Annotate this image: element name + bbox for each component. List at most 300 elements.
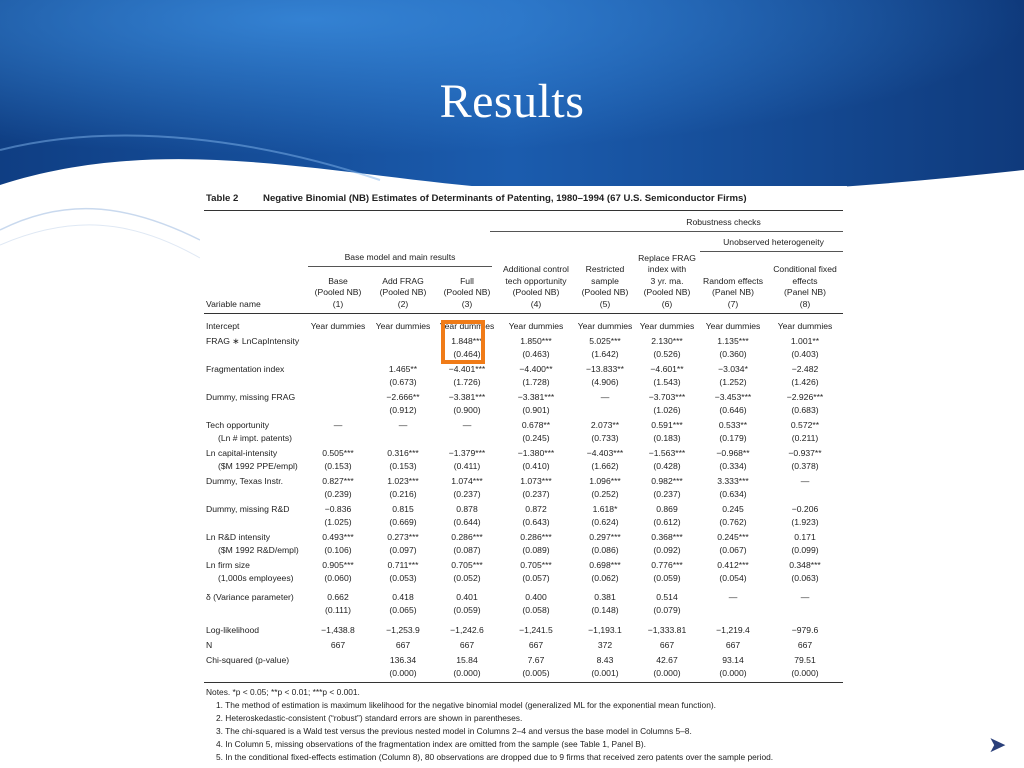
table-cell xyxy=(498,639,574,652)
column-header-line: (8) xyxy=(799,298,811,309)
cell-estimate: 0.514 xyxy=(656,592,678,602)
variable-name xyxy=(206,391,295,404)
cell-estimate: −0.937** xyxy=(788,448,822,458)
cell-estimate: −3.381*** xyxy=(517,392,555,402)
cell-estimate: −4.400** xyxy=(519,364,553,374)
table-cell xyxy=(768,503,842,529)
cell-estimate: −1,241.5 xyxy=(519,625,553,635)
table-cell xyxy=(768,363,842,389)
cell-std-error: (0.673) xyxy=(389,377,417,387)
cell-std-error: (0.211) xyxy=(791,433,819,443)
column-header-line: index with xyxy=(647,264,687,274)
cell-std-error: (0.252) xyxy=(591,489,619,499)
cell-estimate: −1,333.81 xyxy=(647,625,687,635)
table-cell xyxy=(636,503,698,529)
cell-estimate: 0.705*** xyxy=(520,560,552,570)
cell-estimate: 0.505*** xyxy=(322,448,354,458)
table-cell xyxy=(636,320,698,333)
cell-estimate: 1.096*** xyxy=(589,476,621,486)
table-cell xyxy=(498,447,574,473)
table-note: 4. In Column 5, missing observations of the fragmentation index are omitted from the sample (see Table 1, Panel B). xyxy=(216,739,646,749)
cell-std-error: (0.183) xyxy=(653,433,681,443)
cell-estimate: 1.023*** xyxy=(387,476,419,486)
table-cell xyxy=(636,419,698,445)
cell-std-error: (1.728) xyxy=(522,377,550,387)
table-cell xyxy=(636,654,698,680)
cell-estimate: 0.245*** xyxy=(717,532,749,542)
variable-name xyxy=(206,591,294,604)
table-cell xyxy=(698,363,768,389)
table-cell xyxy=(698,591,768,604)
cell-std-error: (0.087) xyxy=(453,545,481,555)
cell-estimate: 0.381 xyxy=(594,592,616,602)
cell-estimate: 0.678** xyxy=(521,420,551,430)
column-header-8 xyxy=(768,264,842,310)
column-header-line: (7) xyxy=(727,298,739,309)
cell-std-error: (1.252) xyxy=(719,377,747,387)
variable-name-line: Intercept xyxy=(206,321,240,331)
cell-std-error: (0.378) xyxy=(791,461,819,471)
cell-estimate: −1,193.1 xyxy=(588,625,622,635)
table-cell xyxy=(306,639,370,652)
cell-std-error: (0.097) xyxy=(389,545,417,555)
cell-std-error: (0.062) xyxy=(591,573,619,583)
table-cell xyxy=(698,391,768,417)
table-cell xyxy=(636,531,698,557)
top-rule xyxy=(204,210,843,211)
cell-std-error: (0.643) xyxy=(522,517,550,527)
table-cell xyxy=(574,591,636,617)
table-cell xyxy=(768,320,842,333)
variable-name xyxy=(206,639,212,652)
cell-estimate: 0.533** xyxy=(718,420,748,430)
cell-estimate: 0.286*** xyxy=(451,532,483,542)
table-cell xyxy=(306,447,370,473)
column-header-3 xyxy=(436,276,498,311)
variable-name-line: ($M 1992 PPE/empl) xyxy=(218,461,298,471)
column-header-line: (Pooled NB) xyxy=(643,287,691,297)
cell-std-error: (0.624) xyxy=(591,517,619,527)
cell-std-error: (0.086) xyxy=(591,545,619,555)
cell-estimate: 0.493*** xyxy=(322,532,354,542)
cell-std-error: (0.900) xyxy=(453,405,481,415)
table-cell xyxy=(306,320,370,333)
cell-estimate: −3.453*** xyxy=(714,392,752,402)
table-note: 1. The method of estimation is maximum likelihood for the negative binomial model (generalized ML for the exponential mean function). xyxy=(216,700,716,710)
table-cell xyxy=(306,591,370,617)
cell-std-error: (1.923) xyxy=(791,517,819,527)
column-header-line: (4) xyxy=(530,298,542,309)
column-header-line: (Pooled NB) xyxy=(314,287,362,297)
table-cell xyxy=(498,391,574,417)
table-cell xyxy=(768,419,842,445)
column-header-line: (Pooled NB) xyxy=(581,287,629,297)
cell-estimate: 0.171 xyxy=(794,532,816,542)
cell-estimate: −979.6 xyxy=(791,625,819,635)
column-header-line: 3 yr. ma. xyxy=(650,275,684,286)
table-cell xyxy=(436,447,498,473)
cell-estimate: 0.878 xyxy=(456,504,478,514)
cell-std-error: (0.237) xyxy=(453,489,481,499)
table-cell xyxy=(636,391,698,417)
table-cell xyxy=(768,335,842,361)
column-header-line: Base xyxy=(328,275,348,286)
table-cell xyxy=(768,391,842,417)
cell-estimate: −1,253.9 xyxy=(386,625,420,635)
variable-name-line: Tech opportunity xyxy=(206,420,270,430)
variable-name xyxy=(206,503,289,516)
table-cell xyxy=(498,363,574,389)
cell-estimate: 667 xyxy=(395,640,411,650)
table-cell xyxy=(698,447,768,473)
cell-std-error: (4.906) xyxy=(591,377,619,387)
table-cell xyxy=(436,503,498,529)
cell-std-error: (0.052) xyxy=(453,573,481,583)
table-cell xyxy=(306,559,370,585)
table-cell xyxy=(768,654,842,680)
table-cell xyxy=(498,419,574,445)
cell-std-error: (0.245) xyxy=(522,433,550,443)
table-cell xyxy=(498,559,574,585)
cell-std-error: (0.334) xyxy=(719,461,747,471)
base-model-underline xyxy=(308,266,492,267)
table-title: Negative Binomial (NB) Estimates of Determinants of Patenting, 1980–1994 (67 U.S. Semiconductor Firms) xyxy=(263,193,747,204)
table-cell xyxy=(498,654,574,680)
cell-estimate: −1.379*** xyxy=(448,448,486,458)
table-cell xyxy=(370,639,436,652)
cell-estimate: 0.572** xyxy=(790,420,820,430)
cell-estimate: 667 xyxy=(459,640,475,650)
cell-estimate: −0.206 xyxy=(791,504,819,514)
cell-std-error: (0.000) xyxy=(653,668,681,678)
column-header-line: (5) xyxy=(599,298,611,309)
group-unobserved-heterogeneity: Unobserved heterogeneity xyxy=(723,237,824,247)
cell-std-error: (0.057) xyxy=(522,573,550,583)
robustness-underline xyxy=(490,231,843,232)
cell-estimate: — xyxy=(800,592,810,602)
cell-estimate: Year dummies xyxy=(777,321,833,331)
cell-estimate: 1.135*** xyxy=(717,336,749,346)
cell-estimate: 1.074*** xyxy=(451,476,483,486)
table-note: 5. In the conditional fixed-effects estimation (Column 8), 80 observations are dropped due to 9 firms that received zero patents over the sample period. xyxy=(216,752,774,762)
cell-estimate: 0.662 xyxy=(327,592,349,602)
highlight-box xyxy=(441,320,485,364)
table-cell xyxy=(306,503,370,529)
cell-estimate: 0.827*** xyxy=(322,476,354,486)
cell-estimate: 3.333*** xyxy=(717,476,749,486)
table-cell xyxy=(436,531,498,557)
table-cell xyxy=(370,447,436,473)
cell-std-error: (0.360) xyxy=(719,349,747,359)
table-cell xyxy=(768,475,842,488)
variable-name-line: Ln capital-intensity xyxy=(206,448,278,458)
column-header-line: (6) xyxy=(661,298,673,309)
column-header-line: Add FRAG xyxy=(382,275,424,286)
column-header-line: Additional control xyxy=(503,264,569,274)
cell-estimate: — xyxy=(728,592,738,602)
cell-estimate: 667 xyxy=(659,640,675,650)
table-cell xyxy=(498,591,574,617)
table-cell xyxy=(574,419,636,445)
cell-std-error: (0.464) xyxy=(453,349,481,359)
column-header-line: (2) xyxy=(397,298,409,309)
column-header-line: (Panel NB) xyxy=(711,287,755,297)
variable-name-line: N xyxy=(206,640,213,650)
table-cell xyxy=(436,391,498,417)
cell-std-error: (1.025) xyxy=(324,517,352,527)
group-robustness-checks: Robustness checks xyxy=(686,217,761,227)
variable-name-line: FRAG ∗ LnCapIntensity xyxy=(206,336,300,346)
arrow-icon: ➤ xyxy=(988,732,1007,757)
cell-estimate: 1.073*** xyxy=(520,476,552,486)
table-caption xyxy=(206,193,841,204)
cell-estimate: 0.401 xyxy=(456,592,478,602)
cell-estimate: 93.14 xyxy=(722,655,744,665)
table-cell xyxy=(698,335,768,361)
cell-estimate: 0.869 xyxy=(656,504,678,514)
table-note: 3. The chi-squared is a Wald test versus the previous nested model in Columns 2–4 and versus the base model in Columns 5–8. xyxy=(216,726,692,736)
cell-std-error: (0.060) xyxy=(324,573,352,583)
cell-estimate: 0.400 xyxy=(525,592,547,602)
header-rule xyxy=(204,313,843,314)
variable-name-line: (Ln # impt. patents) xyxy=(218,433,293,443)
cell-estimate: Year dummies xyxy=(508,321,564,331)
table-cell xyxy=(768,447,842,473)
cell-estimate: 667 xyxy=(725,640,741,650)
column-header-line: tech opportunity xyxy=(505,275,567,286)
table-cell xyxy=(698,654,768,680)
cell-std-error: (0.054) xyxy=(719,573,747,583)
column-header-line: (Pooled NB) xyxy=(379,287,427,297)
column-header-line: (Panel NB) xyxy=(783,287,827,297)
variable-name-line: Ln R&D intensity xyxy=(206,532,271,542)
variable-name-line: Dummy, Texas Instr. xyxy=(206,476,284,486)
table-cell xyxy=(370,654,436,680)
table-cell xyxy=(768,591,842,604)
column-header-line: Conditional fixed xyxy=(773,264,837,274)
cell-estimate: 42.67 xyxy=(656,655,678,665)
column-header-7 xyxy=(698,276,768,311)
cell-estimate: — xyxy=(333,420,343,430)
column-header-line: Random effects xyxy=(702,275,764,286)
cell-estimate: 2.073** xyxy=(590,420,620,430)
cell-estimate: Year dummies xyxy=(375,321,431,331)
cell-std-error: (0.111) xyxy=(325,605,351,615)
table-cell xyxy=(698,559,768,585)
variable-name-line: (1,000s employees) xyxy=(218,573,294,583)
table-cell xyxy=(636,591,698,617)
variable-name xyxy=(206,320,239,333)
cell-std-error: (0.239) xyxy=(324,489,352,499)
table-cell xyxy=(698,639,768,652)
column-header-line: (1) xyxy=(332,298,344,309)
cell-estimate: −1.380*** xyxy=(517,448,555,458)
cell-std-error: (0.762) xyxy=(719,517,747,527)
table-cell xyxy=(698,531,768,557)
table-cell xyxy=(370,391,436,417)
cell-std-error: (0.000) xyxy=(389,668,417,678)
cell-estimate: 0.316*** xyxy=(387,448,419,458)
cell-estimate: Year dummies xyxy=(705,321,761,331)
cell-std-error: (0.733) xyxy=(591,433,619,443)
table-cell xyxy=(306,419,370,432)
cell-std-error: (0.063) xyxy=(791,573,819,583)
cell-estimate: 1.001** xyxy=(790,336,820,346)
table-cell xyxy=(574,559,636,585)
cell-std-error: (0.106) xyxy=(324,545,352,555)
table-cell xyxy=(436,624,498,637)
table-cell xyxy=(574,363,636,389)
cell-estimate: — xyxy=(462,420,472,430)
column-header-line: Restricted xyxy=(585,264,625,274)
cell-std-error: (0.059) xyxy=(453,605,481,615)
variable-name xyxy=(206,363,284,376)
cell-estimate: 15.84 xyxy=(456,655,478,665)
cell-std-error: (0.000) xyxy=(453,668,481,678)
cell-estimate: −1.563*** xyxy=(648,448,686,458)
table-cell xyxy=(306,531,370,557)
table-cell xyxy=(498,503,574,529)
column-header-line: Replace FRAG xyxy=(638,252,696,263)
cell-estimate: 0.412*** xyxy=(717,560,749,570)
column-header-line: Full xyxy=(460,275,474,286)
table-notes xyxy=(206,686,773,764)
cell-estimate: 5.025*** xyxy=(589,336,621,346)
cell-std-error: (0.526) xyxy=(653,349,681,359)
table-cell xyxy=(574,654,636,680)
cell-estimate: 667 xyxy=(528,640,544,650)
table-cell xyxy=(636,639,698,652)
table-cell xyxy=(436,363,498,389)
table-cell xyxy=(436,559,498,585)
cell-estimate: 0.418 xyxy=(392,592,414,602)
variable-name-line: Ln firm size xyxy=(206,560,250,570)
table-cell xyxy=(498,624,574,637)
table-cell xyxy=(574,391,636,404)
column-header-line: (Pooled NB) xyxy=(443,287,491,297)
cell-std-error: (0.065) xyxy=(389,605,417,615)
cell-estimate: 136.34 xyxy=(389,655,417,665)
variable-name xyxy=(206,624,259,637)
cell-estimate: 0.368*** xyxy=(651,532,683,542)
column-header-line: (3) xyxy=(461,298,473,309)
cell-std-error: (0.669) xyxy=(389,517,417,527)
variable-name-line: Log-likelihood xyxy=(206,625,260,635)
cell-estimate: −3.381*** xyxy=(448,392,486,402)
slide-title: Results xyxy=(439,75,585,128)
cell-estimate: — xyxy=(800,476,810,486)
cell-estimate: — xyxy=(398,420,408,430)
cell-estimate: 0.776*** xyxy=(651,560,683,570)
cell-estimate: −3.703*** xyxy=(648,392,686,402)
table-cell xyxy=(306,624,370,637)
cell-estimate: 79.51 xyxy=(794,655,816,665)
variable-name-line: ($M 1992 R&D/empl) xyxy=(218,545,299,555)
cell-estimate: −3.034* xyxy=(718,364,748,374)
cell-std-error: (0.001) xyxy=(591,668,619,678)
table-cell xyxy=(698,475,768,501)
cell-estimate: Year dummies xyxy=(310,321,366,331)
column-header-line: effects xyxy=(792,275,818,286)
group-base-model: Base model and main results xyxy=(344,252,456,262)
cell-std-error: (0.179) xyxy=(719,433,747,443)
table-cell xyxy=(574,624,636,637)
cell-std-error: (0.683) xyxy=(791,405,819,415)
cell-estimate: 0.872 xyxy=(525,504,547,514)
cell-estimate: 1.850*** xyxy=(520,336,552,346)
table-cell xyxy=(698,320,768,333)
bottom-rule xyxy=(204,682,843,683)
column-header-5 xyxy=(574,264,636,310)
table-cell xyxy=(768,624,842,637)
cell-estimate: −4.401*** xyxy=(448,364,486,374)
cell-std-error: (1.026) xyxy=(653,405,681,415)
cell-estimate: Year dummies xyxy=(577,321,633,331)
table-cell xyxy=(636,335,698,361)
cell-estimate: −1,219.4 xyxy=(716,625,750,635)
table-cell xyxy=(574,320,636,333)
table-cell xyxy=(370,503,436,529)
unobserved-underline xyxy=(700,251,843,252)
column-header-6 xyxy=(636,253,698,311)
table-cell xyxy=(698,419,768,445)
table-cell xyxy=(636,447,698,473)
cell-std-error: (1.426) xyxy=(791,377,819,387)
table-cell xyxy=(436,654,498,680)
variable-name xyxy=(206,447,298,473)
variable-name xyxy=(206,419,292,445)
cell-std-error: (0.089) xyxy=(522,545,550,555)
cell-estimate: 0.245 xyxy=(722,504,744,514)
variable-name-line: Chi-squared (p-value) xyxy=(206,655,290,665)
table-cell xyxy=(698,624,768,637)
table-cell xyxy=(574,447,636,473)
table-cell xyxy=(306,475,370,501)
cell-estimate: −2.926*** xyxy=(786,392,824,402)
cell-estimate: 0.711*** xyxy=(387,560,419,570)
table-label: Table 2 xyxy=(206,193,239,204)
table-cell xyxy=(636,475,698,501)
cell-std-error: (0.237) xyxy=(653,489,681,499)
cell-std-error: (1.543) xyxy=(653,377,681,387)
table-cell xyxy=(370,624,436,637)
cell-estimate: 0.905*** xyxy=(322,560,354,570)
variable-name-line: Dummy, missing FRAG xyxy=(206,392,296,402)
cell-std-error: (0.410) xyxy=(522,461,550,471)
cell-estimate: 1.848*** xyxy=(451,336,483,346)
cell-estimate: 0.348*** xyxy=(789,560,821,570)
column-header-line: (Pooled NB) xyxy=(512,287,560,297)
cell-std-error: (0.148) xyxy=(591,605,619,615)
table-cell xyxy=(370,559,436,585)
cell-std-error: (0.901) xyxy=(522,405,550,415)
cell-std-error: (0.644) xyxy=(453,517,481,527)
table-cell xyxy=(574,639,636,652)
cell-estimate: −2.482 xyxy=(791,364,819,374)
cell-estimate: −1,242.6 xyxy=(450,625,484,635)
cell-std-error: (0.216) xyxy=(389,489,417,499)
cell-estimate: 0.273*** xyxy=(387,532,419,542)
cell-std-error: (0.463) xyxy=(522,349,550,359)
cell-std-error: (0.092) xyxy=(653,545,681,555)
variable-name xyxy=(206,559,293,585)
table-cell xyxy=(370,320,436,333)
table-cell xyxy=(698,503,768,529)
cell-estimate: 0.815 xyxy=(392,504,414,514)
cell-estimate: 7.67 xyxy=(527,655,545,665)
cell-std-error: (0.646) xyxy=(719,405,747,415)
table-cell xyxy=(370,363,436,389)
